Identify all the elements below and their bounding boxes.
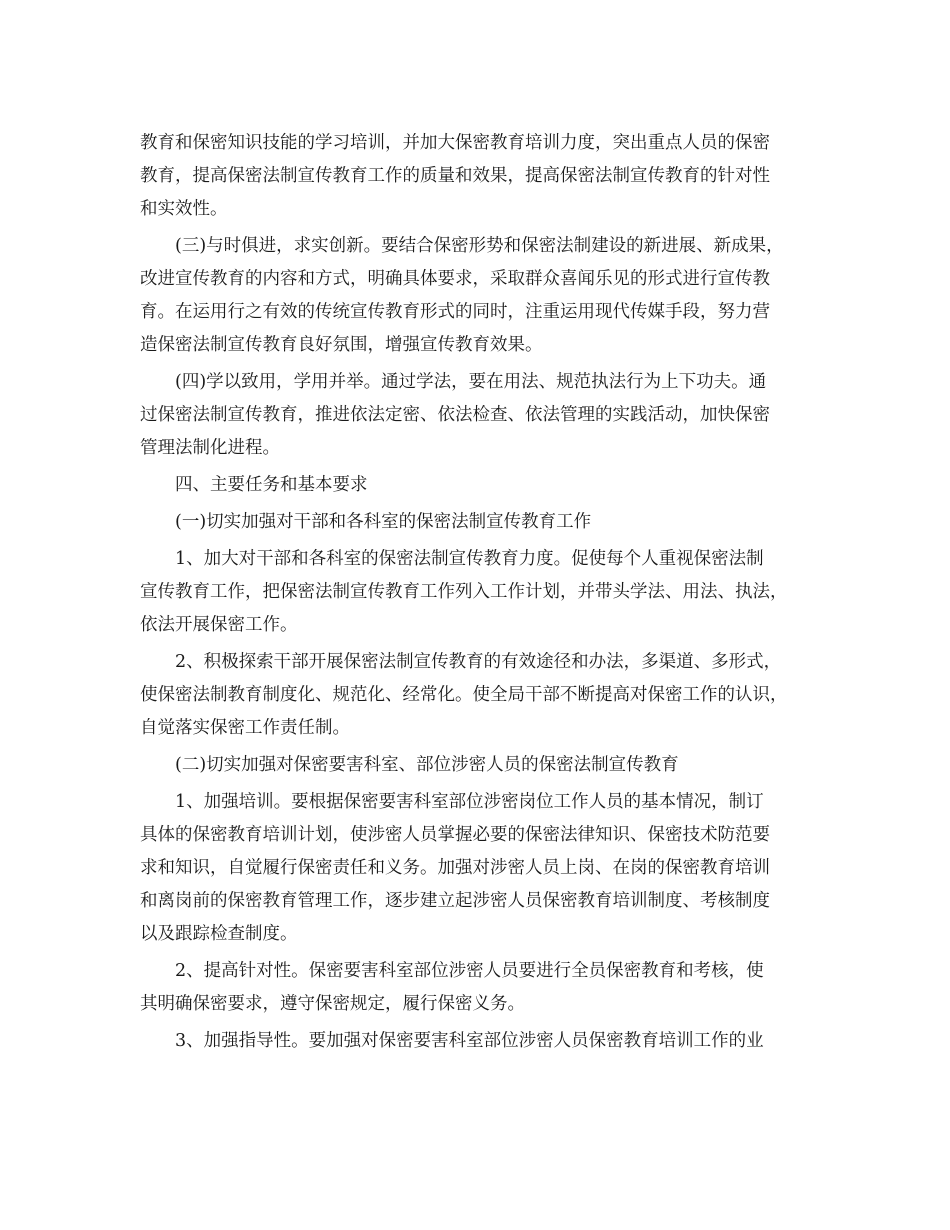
text-line: 自觉落实保密工作责任制。 — [140, 718, 350, 738]
paragraph-p10 — [140, 955, 810, 1021]
paragraph-p1 — [140, 127, 810, 226]
text-line: (一)切实加强对干部和各科室的保密法制宣传教育工作 — [175, 512, 592, 532]
text-line: 育。在运用行之有效的传统宣传教育形式的同时，注重运用现代传媒手段，努力营 — [140, 302, 770, 322]
text-line: 2、积极探索干部开展保密法制宣传教育的有效途径和办法，多渠道、多形式， — [175, 652, 782, 672]
text-line: 以及跟踪检查制度。 — [140, 924, 298, 944]
text-line: 具体的保密教育培训计划，使涉密人员掌握必要的保密法律知识、保密技术防范要 — [140, 825, 770, 845]
text-line: 其明确保密要求，遵守保密规定，履行保密义务。 — [140, 994, 525, 1014]
text-line: 改进宣传教育的内容和方式，明确具体要求，采取群众喜闻乐见的形式进行宣传教 — [140, 269, 770, 289]
paragraph-p2 — [140, 230, 810, 362]
paragraph-p7 — [140, 646, 810, 745]
text-line: 1、加大对干部和各科室的保密法制宣传教育力度。促使每个人重视保密法制 — [175, 549, 764, 569]
text-line: 过保密法制宣传教育，推进依法定密、依法检查、依法管理的实践活动，加快保密 — [140, 405, 770, 425]
text-line: 求和知识，自觉履行保密责任和义务。加强对涉密人员上岗、在岗的保密教育培训 — [140, 858, 770, 878]
text-line: 和离岗前的保密教育管理工作，逐步建立起涉密人员保密教育培训制度、考核制度 — [140, 891, 770, 911]
paragraph-p3 — [140, 366, 810, 465]
text-line: 四、主要任务和基本要求 — [175, 475, 368, 495]
text-line: 2、提高针对性。保密要害科室部位涉密人员要进行全员保密教育和考核，使 — [175, 961, 764, 981]
text-line: (四)学以致用，学用并举。通过学法，要在用法、规范执法行为上下功夫。通 — [175, 372, 767, 392]
text-line: (三)与时俱进，求实创新。要结合保密形势和保密法制建设的新进展、新成果， — [175, 236, 784, 256]
text-line: 教育和保密知识技能的学习培训，并加大保密教育培训力度，突出重点人员的保密 — [140, 133, 770, 153]
text-line: 造保密法制宣传教育良好氛围，增强宣传教育效果。 — [140, 335, 543, 355]
paragraph-p8 — [140, 749, 810, 782]
paragraph-p11 — [140, 1025, 810, 1058]
text-line: 依法开展保密工作。 — [140, 615, 298, 635]
paragraph-p6 — [140, 543, 810, 642]
text-line: 使保密法制教育制度化、规范化、经常化。使全局干部不断提高对保密工作的认识， — [140, 685, 788, 705]
paragraph-p9 — [140, 786, 810, 951]
text-line: (二)切实加强对保密要害科室、部位涉密人员的保密法制宣传教育 — [175, 755, 679, 775]
document-body — [140, 127, 810, 1062]
text-line: 宣传教育工作，把保密法制宣传教育工作列入工作计划，并带头学法、用法、执法， — [140, 582, 788, 602]
paragraph-p5 — [140, 506, 810, 539]
text-line: 3、加强指导性。要加强对保密要害科室部位涉密人员保密教育培训工作的业 — [175, 1031, 764, 1051]
text-line: 管理法制化进程。 — [140, 438, 280, 458]
text-line: 教育，提高保密法制宣传教育工作的质量和效果，提高保密法制宣传教育的针对性 — [140, 166, 770, 186]
paragraph-p4 — [140, 469, 810, 502]
text-line: 1、加强培训。要根据保密要害科室部位涉密岗位工作人员的基本情况，制订 — [175, 792, 764, 812]
text-line: 和实效性。 — [140, 199, 228, 219]
